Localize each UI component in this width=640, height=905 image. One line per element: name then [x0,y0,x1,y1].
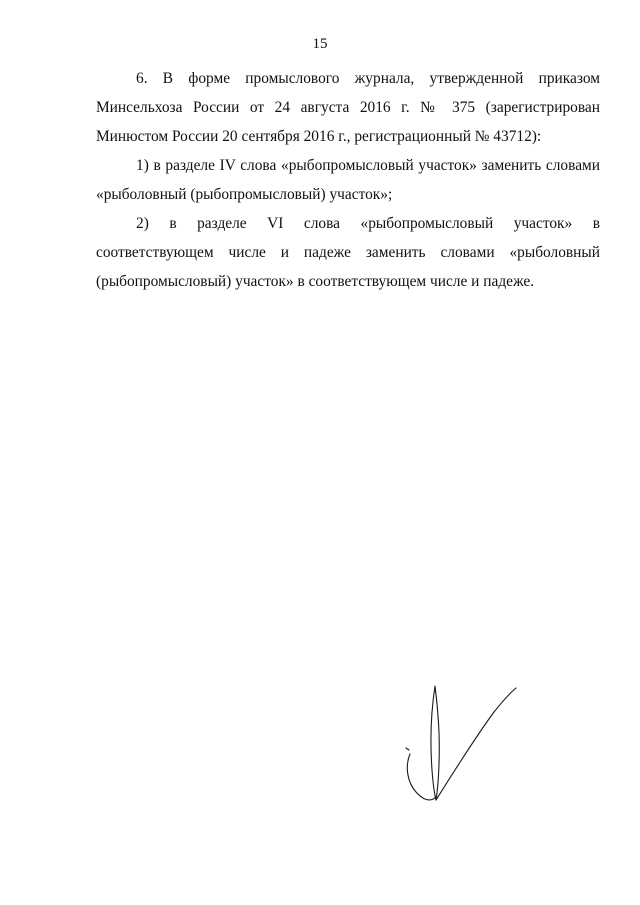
page-number: 15 [312,36,328,52]
paragraph-subitem-2: 2) в разделе VI слова «рыбопромысловый участок» в соответствующем числе и падеже заменить словами «рыболовный (рыбопромысловый) участок» в соответствующем числе и падеже. [96,215,600,290]
handwritten-signature [398,682,522,812]
signature-stroke-tick [406,748,409,750]
paragraph-subitem-1: 1) в разделе IV слова «рыбопромысловый участок» заменить словами «рыболовный (рыбопромысловый) участок»; [96,157,600,203]
signature-stroke-diagonal [436,688,516,800]
signature-stroke-loop [431,686,439,800]
paragraph-item-6: 6. В форме промыслового журнала, утвержденной приказом Минсельхоза России от 24 августа 2016 г. № 375 (зарегистрирован Минюстом России 20 сентября 2016 г., регистрационный № 43712): [96,70,600,145]
document-body [96,64,600,296]
